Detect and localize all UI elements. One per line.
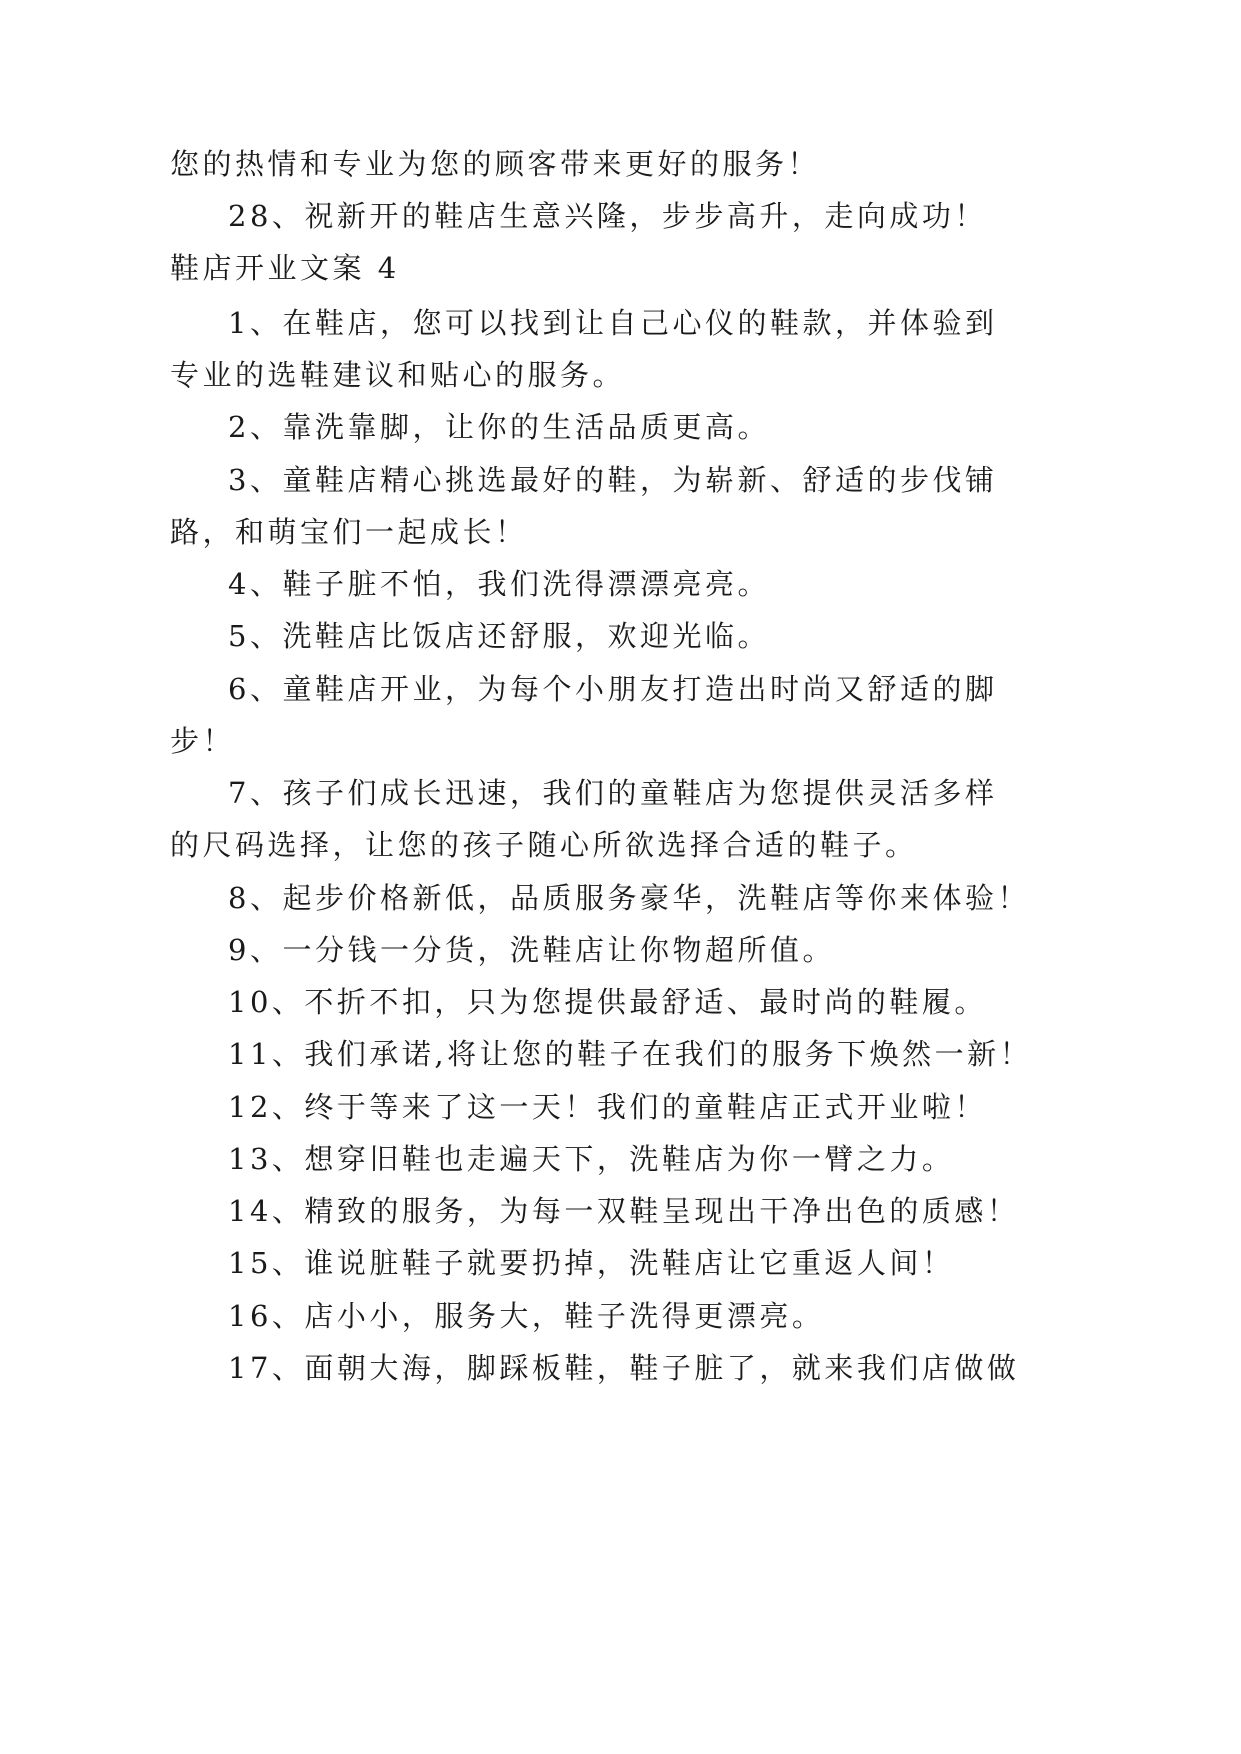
- text-line: 13、想穿旧鞋也走遍天下，洗鞋店为你一臂之力。: [228, 1142, 955, 1176]
- text-line: 3、童鞋店精心挑选最好的鞋，为崭新、舒适的步伐铺: [228, 463, 998, 497]
- text-line: 2、靠洗靠脚，让你的生活品质更高。: [228, 410, 770, 444]
- text-line: 9、一分钱一分货，洗鞋店让你物超所值。: [228, 933, 835, 967]
- text-line: 11、我们承诺,将让您的鞋子在我们的服务下焕然一新！: [228, 1037, 1033, 1071]
- text-line: 5、洗鞋店比饭店还舒服，欢迎光临。: [228, 619, 770, 653]
- text-line: 10、不折不扣，只为您提供最舒适、最时尚的鞋履。: [228, 985, 987, 1019]
- text-line: 您的热情和专业为您的顾客带来更好的服务！: [170, 147, 821, 181]
- text-line: 7、孩子们成长迅速，我们的童鞋店为您提供灵活多样: [228, 776, 998, 810]
- text-line: 的尺码选择，让您的孩子随心所欲选择合适的鞋子。: [170, 828, 918, 862]
- text-line: 14、精致的服务，为每一双鞋呈现出干净出色的质感！: [228, 1194, 1020, 1228]
- text-line: 12、终于等来了这一天！我们的童鞋店正式开业啦！: [228, 1090, 987, 1124]
- text-line: 15、谁说脏鞋子就要扔掉，洗鞋店让它重返人间！: [228, 1246, 955, 1280]
- text-line: 路，和萌宝们一起成长！: [170, 515, 528, 549]
- section-heading: 鞋店开业文案 4: [170, 251, 400, 285]
- text-line: 16、店小小，服务大，鞋子洗得更漂亮。: [228, 1299, 825, 1333]
- text-line: 8、起步价格新低，品质服务豪华，洗鞋店等你来体验！: [228, 881, 1030, 915]
- text-line: 专业的选鞋建议和贴心的服务。: [170, 358, 626, 392]
- text-line: 步！: [170, 724, 236, 758]
- text-line: 1、在鞋店，您可以找到让自己心仪的鞋款，并体验到: [228, 306, 998, 340]
- text-line: 17、面朝大海，脚踩板鞋，鞋子脏了，就来我们店做做: [228, 1351, 1020, 1385]
- text-line: 28、祝新开的鞋店生意兴隆，步步高升，走向成功！: [228, 199, 987, 233]
- text-line: 6、童鞋店开业，为每个小朋友打造出时尚又舒适的脚: [228, 672, 998, 706]
- text-line: 4、鞋子脏不怕，我们洗得漂漂亮亮。: [228, 567, 770, 601]
